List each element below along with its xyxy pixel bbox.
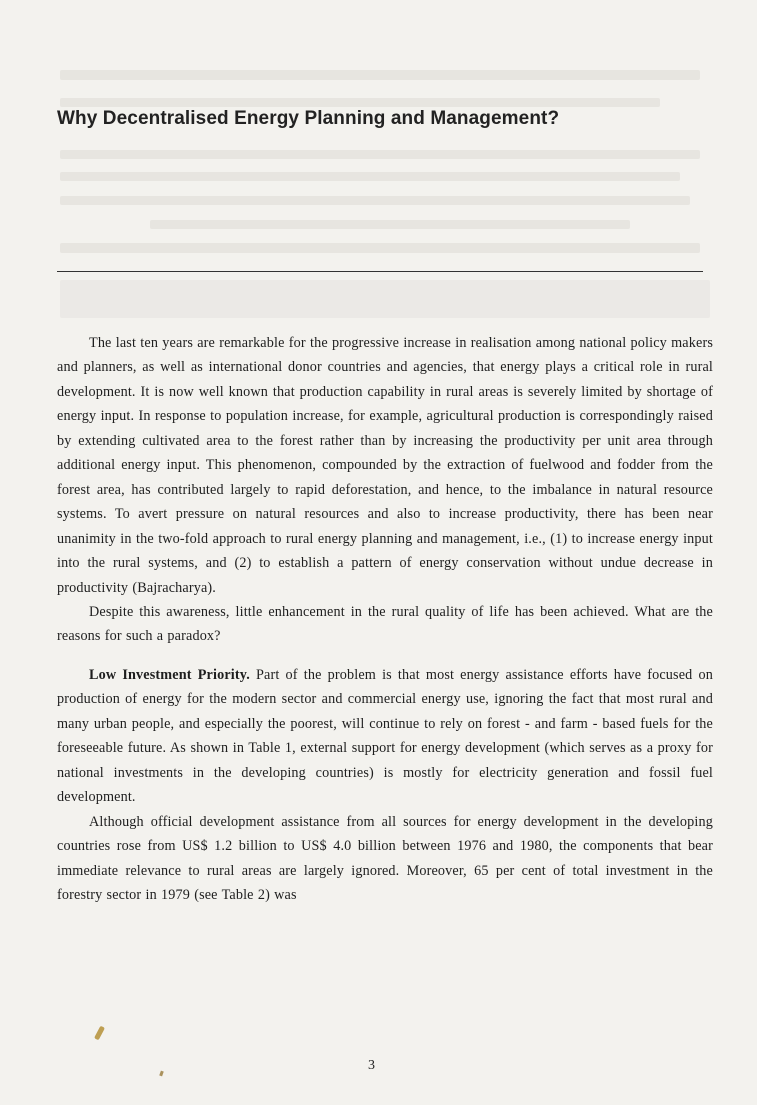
paragraph-1: The last ten years are remarkable for the progressive increase in realisation among national policy makers and planners, as well as international donor countries and agencies, that energy plays a critical role in rural development. It is now well known that production capability in rural areas is severely limited by shortage of energy input. In response to population increase, for example, agricultural production is correspondingly raised by extending cultivated area to the forest rather than by increasing the productivity per unit area through additional energy input. This phenomenon, compounded by the extraction of fuelwood and fodder from the forest area, has contributed largely to rapid deforestation, and hence, to the imbalance in natural resource systems. To avert pressure on natural resources and also to increase productivity, there has been near unanimity in the two-fold approach to rural energy planning and management, i.e., (1) to increase energy input into the rural systems, and (2) to establish a pattern of energy conservation without undue decrease in productivity (Bajracharya). — [57, 335, 713, 596]
document-title: Why Decentralised Energy Planning and Management? — [57, 108, 560, 129]
title-divider — [57, 271, 703, 272]
paragraph-2: Despite this awareness, little enhancement in the rural quality of life has been achieved. What are the reasons for such a paradox? — [57, 603, 713, 645]
section-paragraph-2: Although official development assistance from all sources for energy development in the developing countries rose from US$ 1.2 billion to US$ 4.0 billion between 1976 and 1980, the components that bear immediate relevance to rural areas are largely ignored. Moreover, 65 per cent of total investment in the forestry sector in 1979 (see Table 2) was — [57, 813, 713, 903]
section-paragraph-1 — [57, 663, 713, 810]
document-body — [57, 331, 713, 907]
ink-mark — [94, 1026, 105, 1041]
section-heading: Low Investment Priority. — [89, 666, 250, 683]
page-number: 3 — [368, 1058, 375, 1073]
ink-speck — [159, 1071, 164, 1077]
section-paragraph-1-text: Part of the problem is that most energy assistance efforts have focused on production of energy for the modern sector and commercial energy use, ignoring the fact that most rural and many urban people, and especially the poorest, will continue to rely on forest - and farm - based fuels for the foreseeable future. As shown in Table 1, external support for energy development (which serves as a proxy for national investments in the developing countries) is mostly for electricity generation and fossil fuel development. — [57, 666, 713, 806]
